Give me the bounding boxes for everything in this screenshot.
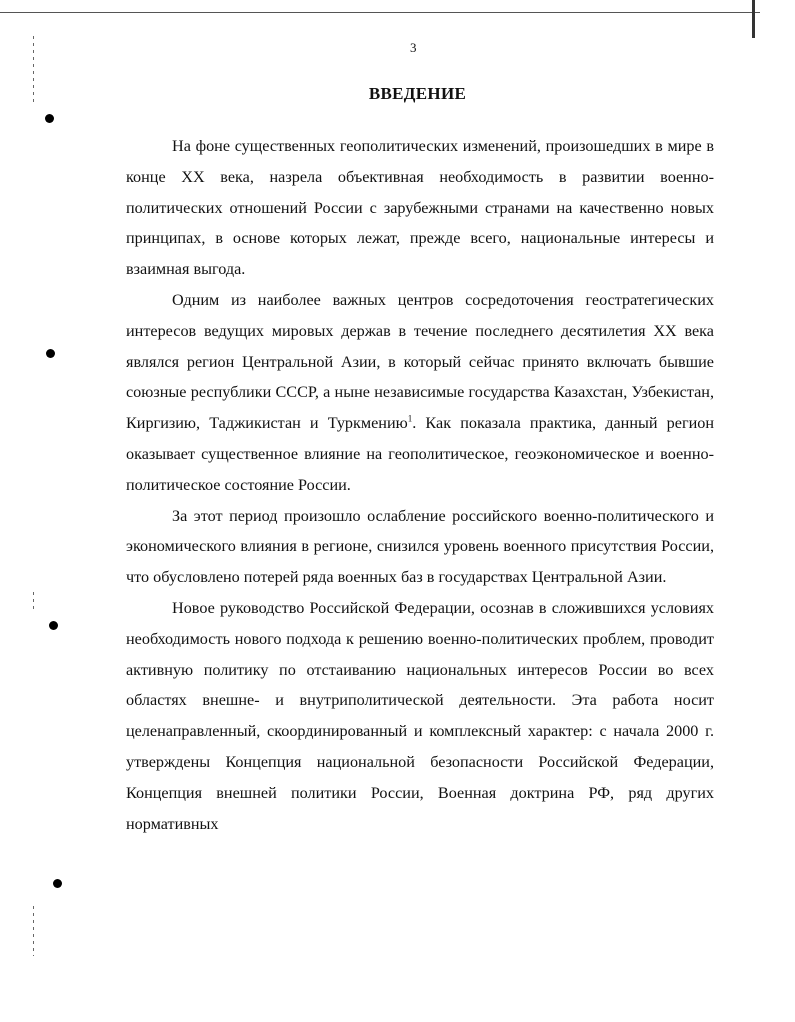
scan-top-border — [0, 12, 760, 13]
paragraph-text: . Как показала практика, данный регион оказывает существенное влияние на геополитическое, геоэкономическое и военно-политическое состояние России. — [126, 414, 715, 494]
paragraph: За этот период произошло ослабление российского военно-политического и экономического влияния в регионе, снизился уровень военного присутствия России, что обусловлено потерей ряда военных баз в государствах Центральной Азии. — [126, 506, 714, 587]
binding-hole-dot — [49, 621, 58, 630]
binding-hole-dot — [53, 879, 62, 888]
paragraph: Новое руководство Российской Федерации, осознав в сложившихся условиях необходимость нового подхода к решению военно-политических проблем, проводит активную политику по отстаиванию национальных интересов России во всех областях внешне- и внутриполитической деятельности. Эта работа носит целенаправленный, скоординированный и комплексный характер: с начала 2000 г. утверждены Концепция национальной безопасности Российской Федерации, Концепция внешней политики России, Военная доктрина РФ, ряд других нормативных — [126, 598, 714, 833]
section-heading: ВВЕДЕНИЕ — [368, 84, 467, 103]
scan-right-edge — [752, 0, 755, 38]
footnote-reference[interactable]: 1 — [407, 413, 413, 424]
document-body — [126, 131, 714, 839]
paragraph-text: Одним из наиболее важных центров сосредоточения геостратегических интересов ведущих мировых держав в течение последнего десятилетия XX века являлся регион Центральной Азии, в который сейчас принято включать бывшие союзные республики СССР, а ныне независимые государства Казахстан, Узбекистан, Киргизию, Таджикистан и Туркмению — [126, 290, 714, 433]
paragraph: На фоне существенных геополитических изменений, произошедших в мире в конце XX века, назрела объективная необходимость в развитии военно-политических отношений России с зарубежными странами на качественно новых принципах, в основе которых лежат, прежде всего, национальные интересы и взаимная выгода. — [126, 137, 714, 279]
binding-hole-dot — [46, 349, 55, 358]
binding-hole-marks — [33, 906, 34, 956]
binding-hole-dot — [45, 114, 54, 123]
page-number: 3 — [410, 40, 417, 55]
paragraph — [126, 285, 714, 501]
binding-hole-marks — [33, 592, 34, 612]
